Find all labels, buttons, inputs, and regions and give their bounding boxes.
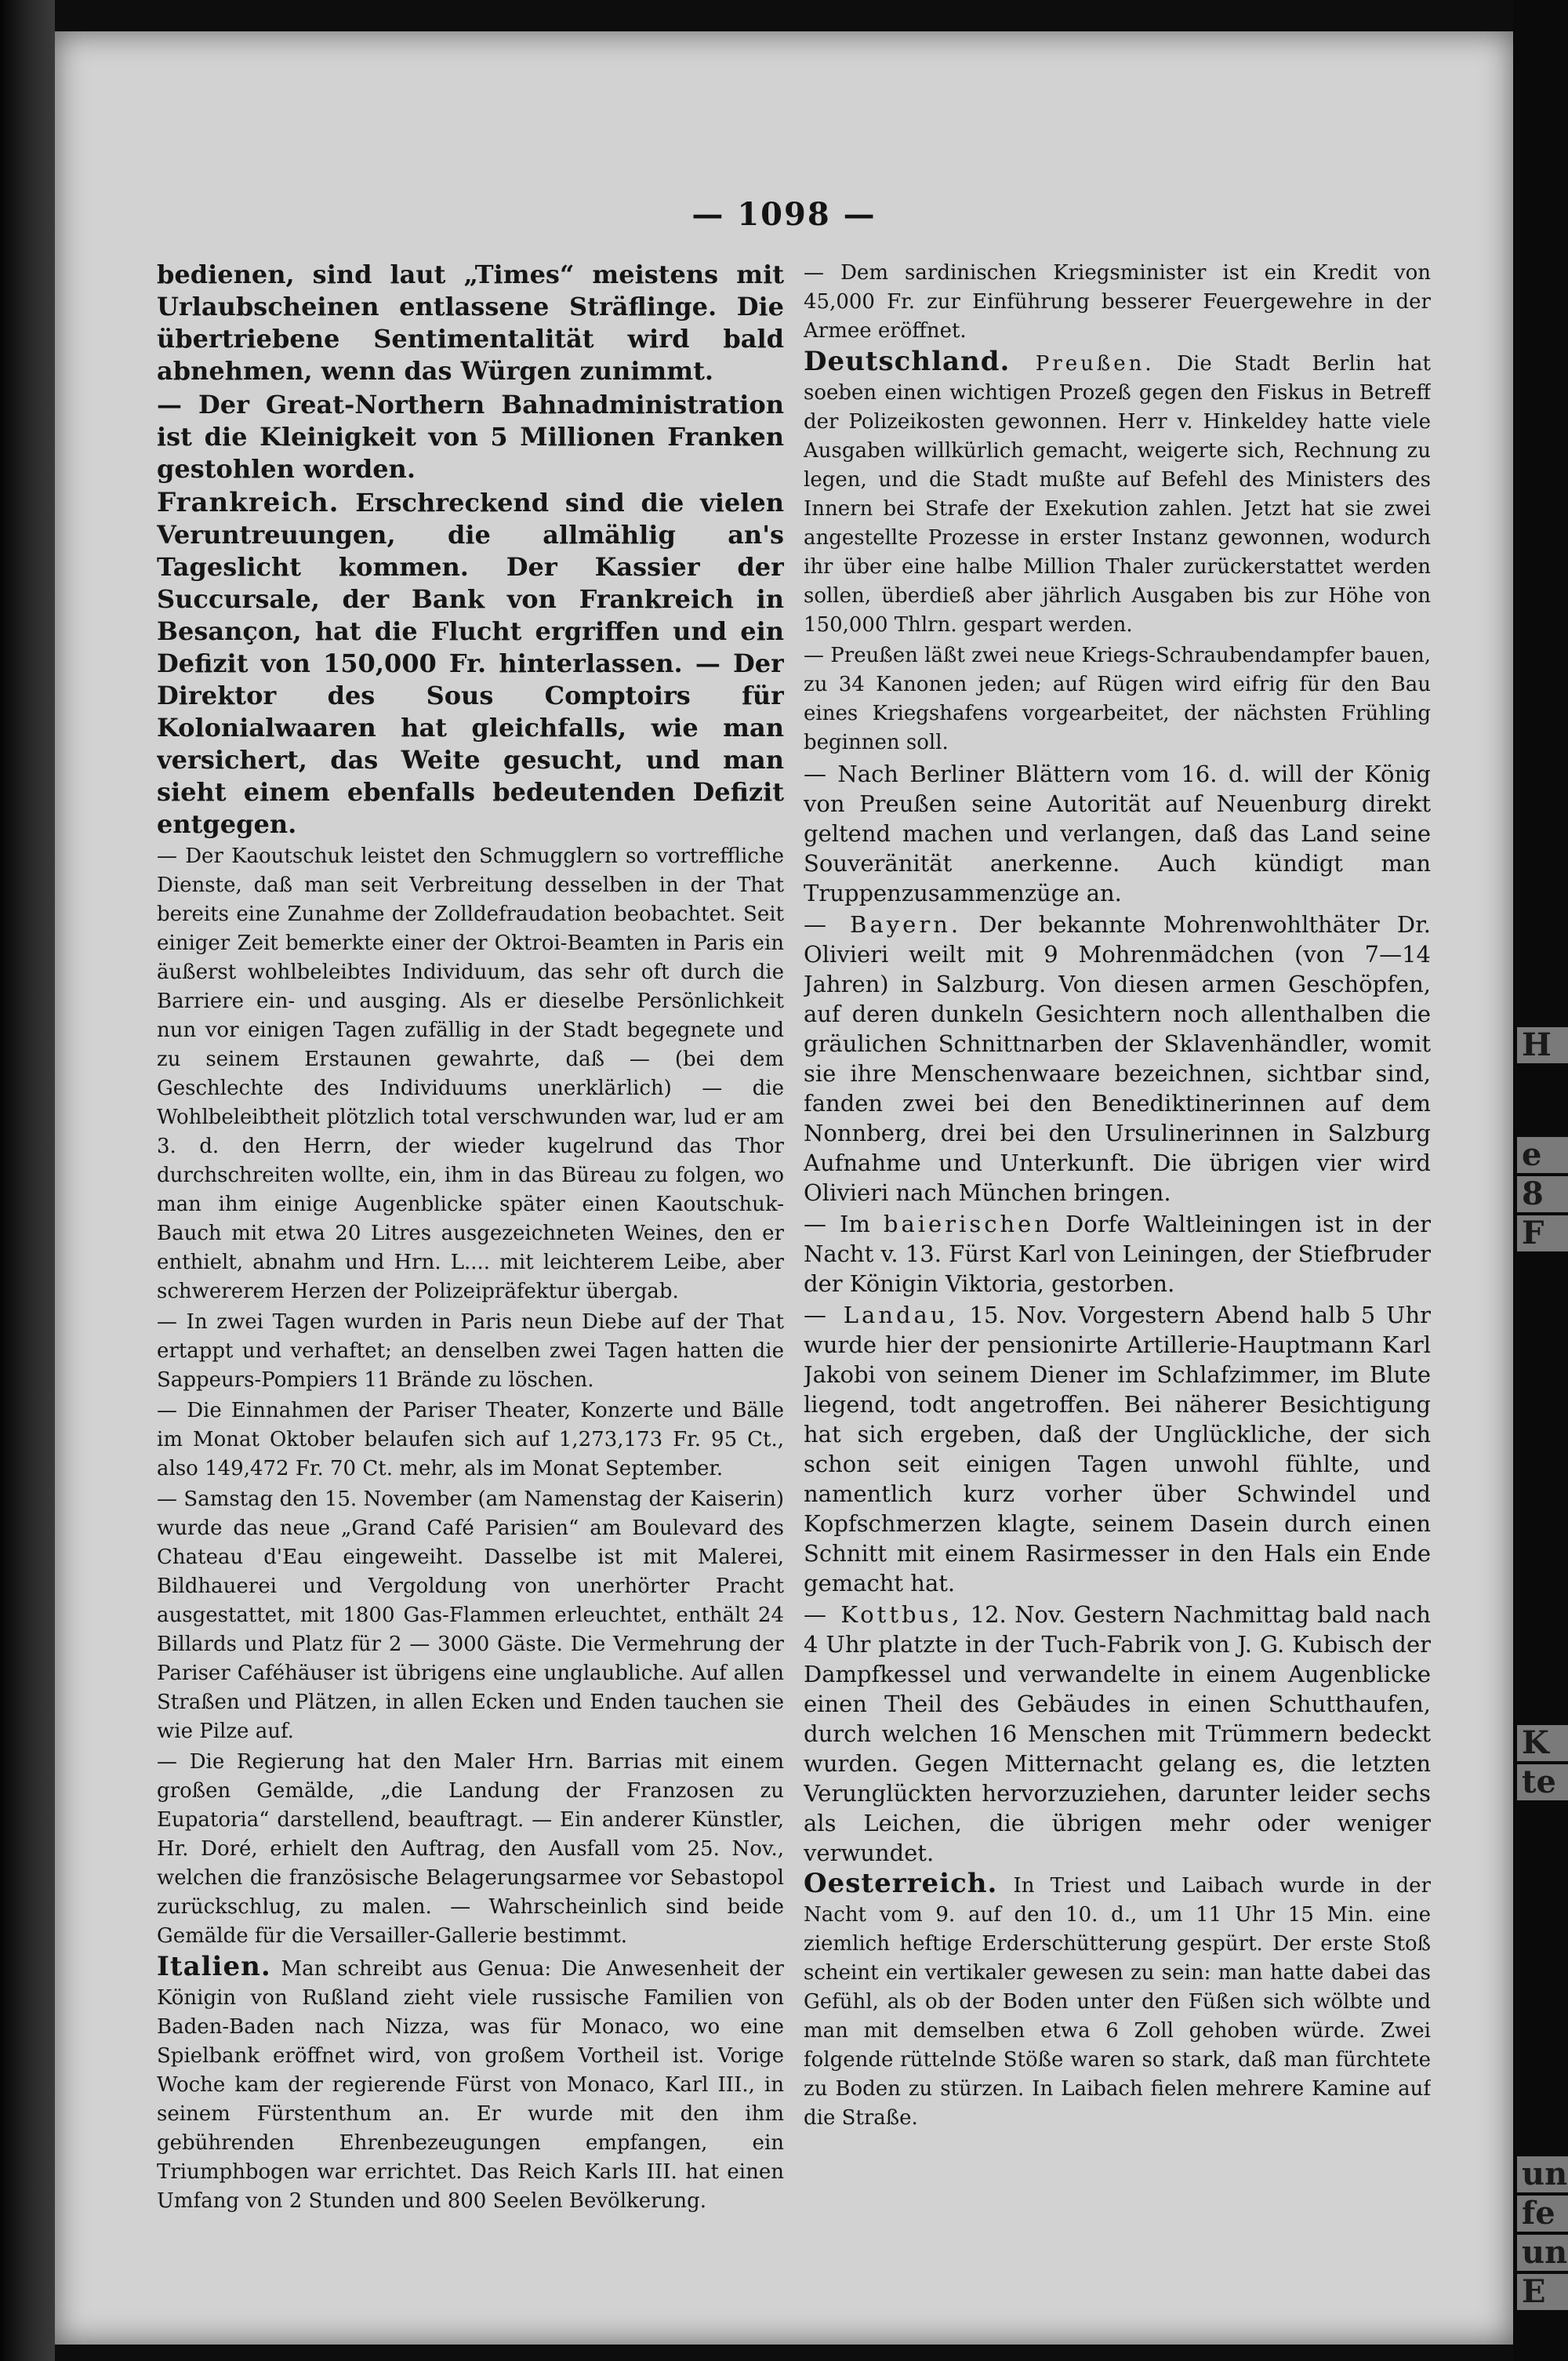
paragraph-text: 12. Nov. Gestern Nachmittag bald nach 4 Uhr platzte in der Tuch-Fabrik von J. G. Kubisch der Dampfkessel und verwandelte in einem Augenblicke einen Theil des Gebäudes in einen Schutthaufen, durch welchen 16 Menschen mit Trümmern bedeckt wurden. Gegen Mitternacht gelang es, die letzten Verunglückten hervorzuziehen, darunter leider sechs als Leichen, die übrigen mehr oder weniger verwundet. [804, 1601, 1431, 1866]
region-heading: — Bayern. [804, 911, 962, 938]
article-paragraph [804, 347, 1431, 640]
article-paragraph: — In zwei Tagen wurden in Paris neun Diebe auf der That ertappt und verhaftet; an denselben zwei Tagen hatten die Sappeurs-Pompiers 11 Brände zu löschen. [157, 1310, 784, 1392]
article-paragraph: — Der Kaoutschuk leistet den Schmugglern so vortreffliche Dienste, daß man seit Verbreitung desselben in der That bereits eine Zunahme der Zolldefraudation beobachtet. Seit einiger Zeit bemerkte einer der Oktroi-Beamten in Paris ein äußerst wohlbeleibtes Individuum, das sehr oft durch die Barriere ein- und ausging. Als er dieselbe Persönlichkeit nun vor einigen Tagen zufällig in der Stadt begegnete und zu seinem Erstaunen gewahrte, daß — (bei dem Geschlechte des Individuums unerklärlich) — die Wohlbeleibtheit plötzlich total verschwunden war, lud er am 3. d. den Herrn, der wieder kugelrund das Thor durchschreiten wollte, ein, ihm in das Büreau zu folgen, wo man ihm einige Augenblicke später einen Kaoutschuk-Bauch mit etwa 20 Litres ausgezeichneten Weines, den er enthielt, abnahm und Hrn. L.... mit leichterem Leibe, aber schwererem Herzen der Polizeipräfektur übergab. [157, 845, 784, 1303]
region-heading: Preußen. [1010, 352, 1155, 376]
right-column [804, 259, 1431, 2250]
country-heading: Deutschland. [804, 346, 1011, 377]
adjacent-page-fragment: un [1517, 2235, 1568, 2271]
adjacent-page-fragment: F [1517, 1215, 1568, 1251]
adjacent-page-fragment: un [1517, 2156, 1568, 2192]
article-paragraph: — Preußen läßt zwei neue Kriegs-Schraubendampfer bauen, zu 34 Kanonen jeden; auf Rügen wird eifrig für den Bau eines Kriegshafens vorgearbeitet, der nächsten Frühling beginnen soll. [804, 644, 1431, 754]
article-paragraph [157, 1952, 784, 2216]
article-paragraph [157, 487, 784, 841]
article-paragraph [804, 1600, 1431, 1868]
adjacent-page-fragment: e [1517, 1137, 1568, 1173]
left-column [157, 259, 784, 2250]
paragraph-text: In Triest und Laibach wurde in der Nacht vom 9. auf den 10. d., um 11 Uhr 15 Min. eine ziemlich heftige Erderschütterung gespürt. Der erste Stoß scheint ein vertikaler gewesen zu sein: man hatte dabei das Gefühl, als ob der Boden unter den Füßen sich wölbte und man mit demselben etwa 6 Zoll gehoben würde. Zwei folgende rüttelnde Stöße waren so stark, daß man fürchtete zu Boden zu stürzen. In Laibach fielen mehrere Kamine auf die Straße. [804, 1874, 1431, 2130]
paragraph-text: — Im [804, 1211, 884, 1237]
article-paragraph: — Der Great-Northern Bahnadministration ist die Kleinigkeit von 5 Millionen Franken gestohlen worden. [157, 390, 784, 484]
article-paragraph [804, 910, 1431, 1208]
paragraph-text: Der bekannte Mohrenwohlthäter Dr. Olivieri weilt mit 9 Mohrenmädchen (von 7—14 Jahren) in Salzburg. Von diesen armen Geschöpfen, auf deren dunkeln Gesichtern noch allenthalben die gräulichen Schnittnarben der Sklavenhändler, womit sie ihre Menschenwaare bezeichnen, sichtbar sind, fanden zwei bei den Benediktinerinnen auf dem Nonnberg, drei bei den Ursulinerinnen in Salzburg Aufnahme und Unterkunft. Die übrigen vier wird Olivieri nach München bringen. [804, 911, 1431, 1206]
paragraph-text: Dorfe Waltleiningen ist in der Nacht v. 13. Fürst Karl von Leiningen, der Stiefbruder der Königin Viktoria, gestorben. [804, 1211, 1431, 1297]
country-heading: Oesterreich. [804, 1868, 998, 1899]
article-paragraph: — Nach Berliner Blättern vom 16. d. will der König von Preußen seine Autorität auf Neuenburg direkt geltend machen und verlangen, daß das Land seine Souveränität anerkenne. Auch kündigt man Truppenzusammenzüge an. [804, 761, 1431, 906]
country-heading: Frankreich. [157, 487, 339, 518]
adjacent-page-fragment: E [1517, 2274, 1568, 2310]
region-heading: — Kottbus, [804, 1601, 963, 1628]
article-paragraph [804, 1300, 1431, 1598]
paragraph-text: 15. Nov. Vorgestern Abend halb 5 Uhr wurde hier der pensionirte Artillerie-Hauptmann Karl Jakobi von seinem Diener im Schlafzimmer, im Blute liegend, todt angetroffen. Bei näherer Besichtigung hat sich ergeben, daß der Unglückliche, der sich schon seit einigen Tagen unwohl fühlte, und namentlich kurz vorher über Schwindel und Kopfschmerzen klagte, seinem Dasein durch einen Schnitt mit einem Rasirmesser in den Hals ein Ende gemacht hat. [804, 1302, 1431, 1596]
newspaper-page [55, 31, 1513, 2345]
paragraph-text: Erschreckend sind die vielen Veruntreuungen, die allmählig an's Tageslicht kommen. Der Kassier der Succursale, der Bank von Frankreich in Besançon, hat die Flucht ergriffen und ein Defizit von 150,000 Fr. hinterlassen. — Der Direktor des Sous Comptoirs für Kolonialwaaren hat gleichfalls, wie man versichert, das Weite gesucht, und man sieht einem ebenfalls bedeutenden Defizit entgegen. [157, 488, 784, 839]
page-number: — 1098 — [691, 196, 877, 233]
adjacent-page-fragment: fe [1517, 2196, 1568, 2232]
book-binding [0, 0, 55, 2361]
country-heading: Italien. [157, 1951, 271, 1982]
paragraph-text: Die Stadt Berlin hat soeben einen wichtigen Prozeß gegen den Fiskus in Betreff der Polizeikosten gewonnen. Herr v. Hinkeldey hatte viele Ausgaben willkürlich gemacht, weigerte sich, Rechnung zu legen, und die Stadt mußte auf Befehl des Ministers des Innern bei Strafe der Exekution zahlen. Jetzt hat sie zwei angestellte Prozesse in erster Instanz gewonnen, wodurch ihr über eine halbe Million Thaler zurückerstattet werden sollen, überdieß aber jährlich Ausgaben bis zur Höhe von 150,000 Thlrn. gespart werden. [804, 352, 1431, 637]
paragraph-text: Man schreibt aus Genua: Die Anwesenheit der Königin von Rußland zieht viele russische Familien von Baden-Baden nach Nizza, was für Monaco, wo eine Spielbank eröffnet wird, von großem Vortheil ist. Vorige Woche kam der regierende Fürst von Monaco, Karl III., in seinem Fürstenthum an. Er wurde mit den ihm gebührenden Ehrenbezeugungen empfangen, ein Triumphbogen war errichtet. Das Reich Karls III. hat einen Umfang von 2 Stunden und 800 Seelen Bevölkerung. [157, 1957, 784, 2213]
article-paragraph [804, 1209, 1431, 1299]
region-heading: baierischen [883, 1211, 1052, 1237]
article-paragraph: — Samstag den 15. November (am Namenstag der Kaiserin) wurde das neue „Grand Café Parisien“ am Boulevard des Chateau d'Eau eingeweiht. Dasselbe ist mit Malerei, Bildhauerei und Vergoldung von unerhörter Pracht ausgestattet, mit 1800 Gas-Flammen erleuchtet, enthält 24 Billards und Platz für 2 — 3000 Gäste. Die Vermehrung der Pariser Caféhäuser ist übrigens eine unglaubliche. Auf allen Straßen und Plätzen, in allen Ecken und Enden tauchen sie wie Pilze auf. [157, 1487, 784, 1743]
adjacent-page-fragment: te [1517, 1764, 1568, 1800]
adjacent-page-fragment: H [1517, 1027, 1568, 1063]
article-paragraph: bedienen, sind laut „Times“ meistens mit Urlaubscheinen entlassene Sträflinge. Die übertriebene Sentimentalität wird bald abnehmen, wenn das Würgen zunimmt. [157, 260, 784, 386]
article-paragraph: — Dem sardinischen Kriegsminister ist ein Kredit von 45,000 Fr. zur Einführung besserer Feuergewehre in der Armee eröffnet. [804, 261, 1431, 343]
adjacent-page-fragment: 8 [1517, 1176, 1568, 1212]
article-paragraph [804, 1869, 1431, 2133]
article-paragraph: — Die Einnahmen der Pariser Theater, Konzerte und Bälle im Monat Oktober belaufen sich auf 1,273,173 Fr. 95 Ct., also 149,472 Fr. 70 Ct. mehr, als im Monat September. [157, 1399, 784, 1480]
article-paragraph: — Die Regierung hat den Maler Hrn. Barrias mit einem großen Gemälde, „die Landung der Franzosen zu Eupatoria“ darstellend, beauftragt. — Ein anderer Künstler, Hr. Doré, erhielt den Auftrag, den Ausfall vom 25. Nov., welchen die französische Belagerungsarmee vor Sebastopol zurückschlug, zu malen. — Wahrscheinlich sind beide Gemälde für die Versailler-Gallerie bestimmt. [157, 1750, 784, 1948]
adjacent-page-fragment: K [1517, 1725, 1568, 1761]
region-heading: — Landau, [804, 1302, 959, 1328]
